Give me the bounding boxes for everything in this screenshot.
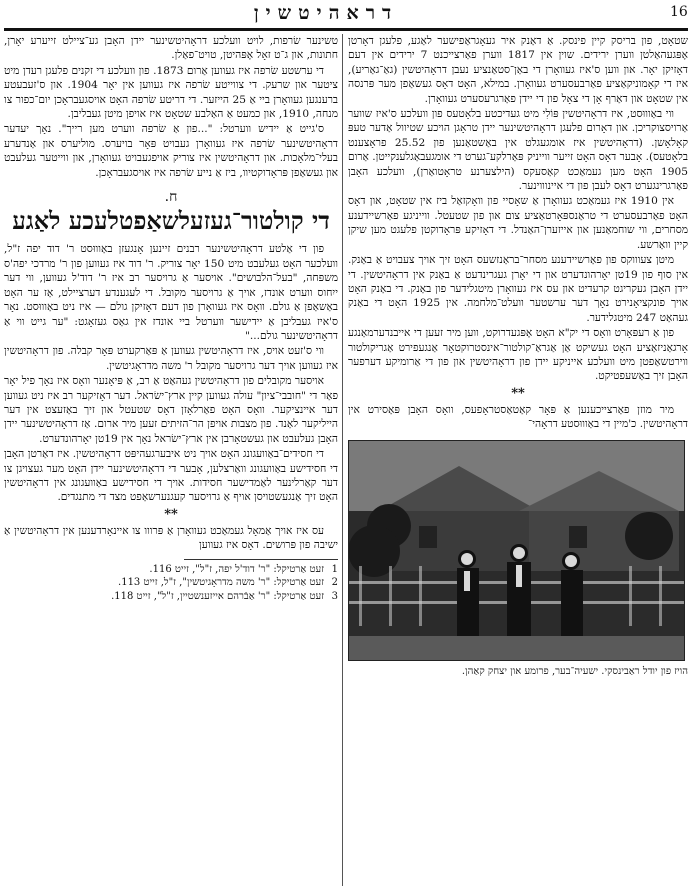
footnote bbox=[4, 563, 338, 577]
section-heading: די קולטור־געזעלשאַפטלעכע לאַגע bbox=[12, 206, 330, 236]
photo-caption: הויז פון יודל ראַבינסקי. ישעיה־בער, פרומע און יצחק קאַהן. bbox=[461, 665, 688, 677]
footnote-rule bbox=[184, 559, 338, 560]
section-number: ח. bbox=[164, 189, 178, 206]
footnote-text: זעט אַרטיקל: "ר' אַבֿרהם אייזענשטיין, ז"ל", זייט 118. bbox=[111, 590, 324, 602]
paragraph: ווי באַוווּסט, איז דראָהיטשין פּוֹלִי מיט געדיכטע בלאָטעס פון וועלכע ס'איז שווער אַרויסצוקריכן. און דאָרום פלעגן דראָהיטשינער יידן טראָגן הויכע שטיוול אַדער טעפּ קאָלאָשן. (דראָהיטשין איז אומגעגלט אין באַשטאַנען פון 25.52 פראָצענט בלאָטעס). אָבער דאָס האָט זייער ווייניק פּאַרלקע־גערט די אומגעבאַגלענקייטן. אַרום 1905 האָט מען געמאַכט קאַסעקס (הילצערנע טראָטואַרן), וועלכע האָבן פאַרגרינגערט דאָס לעבן פון די איינוווינער. bbox=[348, 108, 689, 193]
paragraph: שטאָט, פון בריסק קיין פינסק. אַ דאַנק איר געאָגראַפישער לאַגע, פלעגן דאָרטן אָפּגעהאַלטן ווערן ירידים. שוין אין 1817 ווערן פאַרצייכנט 7 ירידים אין דעם דאָזיקן יאָר. און ווען ס'איז געוואָרן די באַן־סטאַנציע נעבן דראָהיטשין (גאַ־גאַריע), איז די קאָמוניקאַציע פאַרבעסערט געוואָרן. במילא, האָט דאָס געשאַפן מער פּרנסה אין שטאָט און דאַרף אָן די צאָל פון די יידן פאַרגרעסערט געוואָרן. bbox=[348, 35, 689, 105]
right-column bbox=[348, 34, 688, 886]
paragraph: ווי ס'זעט אויס, איז דראָהיטשין געווען אַ פּאַרקערט פּאָר קבלה. פון דראָהיטשין איז געווען אויך דער גרויסער מקובל ר' משה מדראָגיטשין. bbox=[4, 345, 338, 372]
footnote bbox=[4, 576, 338, 590]
paragraph: טשינער שׂרפות, לויט וועלכע דראָהיטשינער יידן האָבן גע־ציילט זייערע יאָרן, חתונות, און ג־ט זאָל אָפּהיטן, טויט־פאַלן. bbox=[4, 35, 338, 62]
photograph-house-people-icon bbox=[349, 441, 684, 660]
footnote-number: 2 bbox=[331, 577, 338, 589]
footnote-number: 3 bbox=[331, 590, 338, 602]
running-title: דראהיטשין bbox=[253, 2, 399, 24]
paragraph: אויסער מקובלים פון דראָהיטשין געהאַט אַ רב, אַ פּיאָנער וואָס איז נאָך פיל יאָר פאַר די "חובבי־ציון" עולה געווען קיין ארץ־ישׂראל. דער דאָזיקער רב איז ניט געווען דער איינציקער. וואָס האָט פאַרלאָזן דאָס שטעטל און זיך באַזעצט אין דער הייליקער לאַנד. פון מצבות אויפן הר־הזיתים זעען מיר ארום. אַז דראָהיטשינער יידן האָבן געלעבט און געשטאָרבן אין ארץ־ישׂראל נאָך אין 19טן יאָרהונדערט. bbox=[4, 375, 338, 445]
footnote-number: 1 bbox=[331, 563, 338, 575]
section-separator: ** bbox=[164, 506, 178, 522]
running-header bbox=[4, 2, 688, 31]
section-separator: ** bbox=[511, 385, 525, 401]
paragraph: פון אַ רעפּאָרט וואָס די יק"א האָט אָפּגעדרוקט, ווען מיר זעען די אייבנדערמאַנגע אָרגאַניזאַציע האָט געשיקט אַן אַגראַ־קולטור־אינסטרוקטאָר אַנגעפירט אַגריקולטור ווירטשאַפטן מיט וועלכע אייניקע יידן פון דראָהיטשין און פון די אַרומיקע דערפער האָבן זיך באַשעפטיקט. bbox=[348, 327, 688, 383]
paragraph: פון די אַלטע דראָהיטשינער רבנים זיינען אָנגעזן באַוווּסט ר' דוד יפה ז"ל, וועלכער האָט געלעבט מיט 150 יאָר צוריק. ר' דוד איז געווען פון ר' מרדכי יפה'ס משפּחה, "בעל־הלבושים". אויסער אַ גרויסער רב איז ר' דוד'ל געווען, ווי דער ייִחוס ווערט אונדז, אויך אַ גרויסער מקובל. די לעגענדע דערציילט, אַז ער האָט באַשאַפן אַ גולם. וואָס איז געוואָרן פון דעם דאָזיקן גולם — איז ניט באַוווּסט. נאָר ס'איז געבליבן אַ יידישער ווערטל ביי אונדז אין גאַס געזאָגט: "ער גייט ווי אַ דראָהיטשינער גולם..." bbox=[4, 243, 338, 342]
paragraph: מיר מוזן פאַרצייכענען אַ פּאָר קאַטאַסטראָפעס, וואָס האָבן פּאַסירט אין דראָהיטשין. כ'מיין די באַוווּסטע דראָהי־ bbox=[348, 403, 688, 431]
paragraph: די ערשטע שׂרפה איז געווען אַרום 1873. פון וועלכע די זקנים פלעגן רעדן מיט ציטער און שרעק. די צווייטע שׂרפה איז געווען אין יאָר 1904. און ס'זעבעטע ברענגען געוואָרן ביי אַ 25 הייזער. די דריטע שׂרפה האָט אויסגעבראָכן יום־כפור צו מנחה, 1910, און כמעט אַ האַלבע שטאָט איז אויפן מיטן געבליבן. bbox=[4, 64, 338, 121]
paragraph: עס איז אויך אַמאָל געמאַכט געוואָרן אַ פּרווו צו איינאָרדענען אין דראָהיטשין אַ ישיבה פון פּרושים. דאָס איז געווען bbox=[4, 524, 338, 552]
page-number: 16 bbox=[670, 4, 688, 20]
paragraph: די חסידים־באַוועגונג האָט אויך ניט איבערגעהיפּט דראָהיטשין. איז דאַרטן האָבן די חסידישע באַוועגונג וואַרצלען, אָבער די דראָהיטשינער יידן האָט מער געצויגן צו דער קאַרלינער לאַמדישער חסידות. אויך די חסידישע באַוועגונג אין דראָהיטשין האָט זיך אַנגעשטויסן אויף אַ גרויסער קעגנערשאַפט מצד די מתנגדים. bbox=[4, 448, 338, 504]
paragraph: ס'גייט אַ יידיש ווערטל: "...פון אַ שׂרפה ווערט מען רייך". נאָך יעדער דראָהיטשינער שׂרפה איז געוואָרן געבויט פּאָר בויערס. מוליערס און אַנדערע בעלי־מלאָכות. און דראָהיטשין איז צוריק אויפגעבויט געוואָרן, און ווייטער געלעבט און געשאַפן פּראָדוקטיוו, ביז אַ נייע שׂרפה איז אויסגעבראָכן. bbox=[4, 123, 338, 179]
paragraph: אין 1910 איז געמאַכט געוואָרן אַ שאָסיי פון וואָקזאַל ביז אין שטאָט, און דאָס האָט פאַרבעסערט די טראַנספּאָרטאַציע צום און פון שטעטל. ווייניגע פאַרשיידענע מסחרים, ווי שוחמאַנען און אייזערן־האַנדל. די דאָזיקע פּראָדוקטן פלעגט מען שיקן קיין וואַרשע. bbox=[348, 195, 688, 251]
column-divider bbox=[342, 34, 343, 886]
footnote bbox=[4, 590, 338, 604]
footnote-text: זעט אַרטיקל: "ר' דוד'ל יפה, ז"ל", זייט 116. bbox=[149, 563, 324, 575]
left-column bbox=[4, 34, 338, 886]
footnote-text: זעט אַרטיקל: "ר' משה מדראָגיטשין", ז"ל, זייט 113. bbox=[118, 577, 324, 589]
paragraph: מיטן צעוווקס פון פאַרשיידענע מסחר־בראַנזשעס האָט זיך אויך צעבויט אַ באַנק. אין סוף פון 19טן יאָרהונדערט און די יאָרן געגרינדעט אַ באַנק אין דראָהיטשין. די יידן האָבן געקריגט קרעדיט און עס איז געוואָרן מיטגלידער פון באַנק. די באַנק האָט אויך פונקציאָנירט נאָך דער ערשטער וועלט־מלחמה. אין 1925 האָט די באַנק געהאַט 247 מיטגלידער. bbox=[348, 254, 689, 324]
photograph bbox=[348, 440, 685, 661]
